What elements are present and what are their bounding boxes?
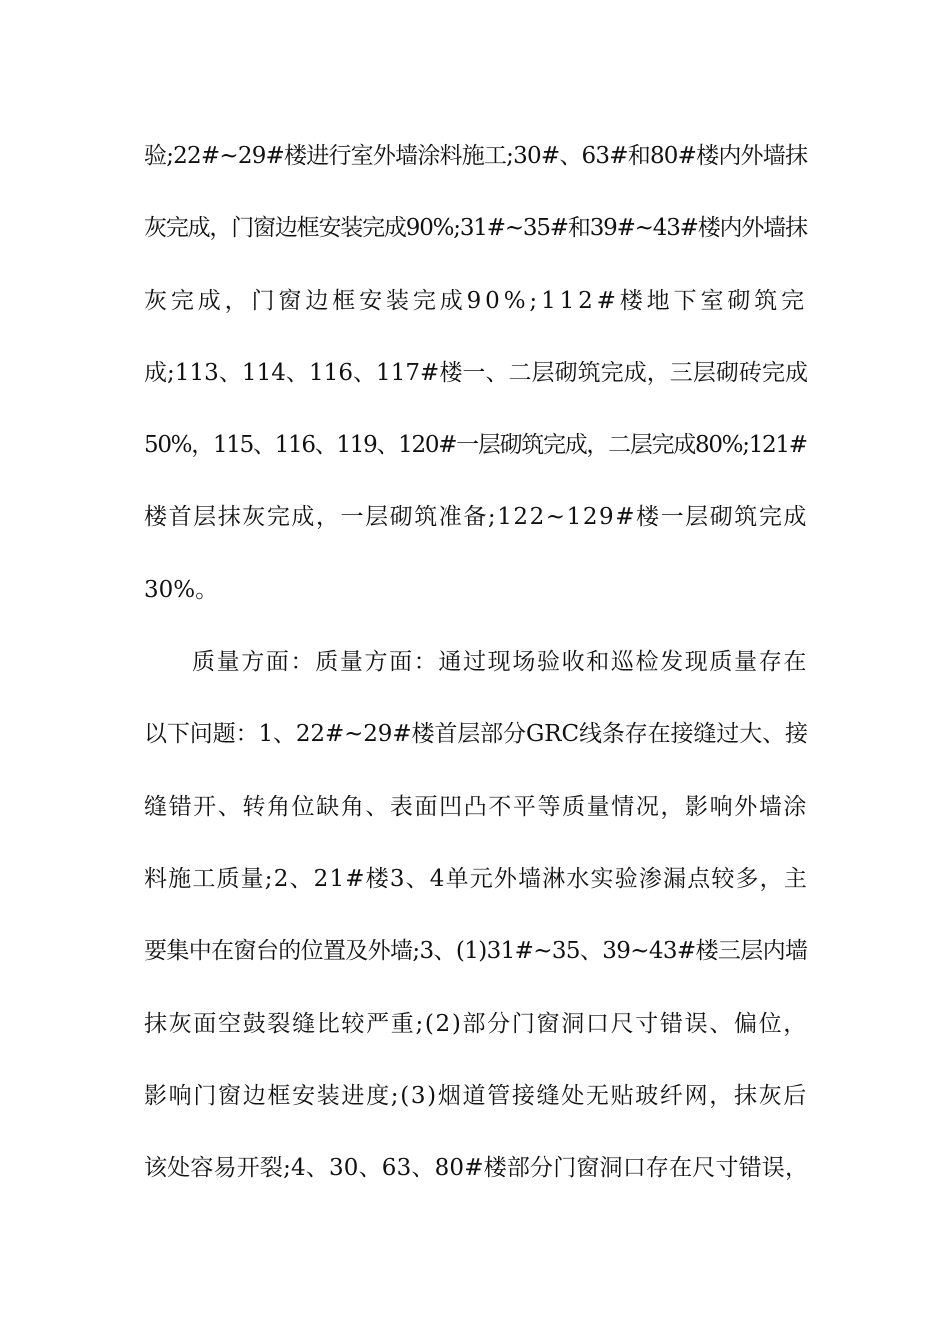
document-body <box>144 133 808 1217</box>
line-text: 30%。 <box>144 576 219 603</box>
text-line-2 <box>144 205 808 277</box>
line-text: 楼首层抹灰完成，一层砌筑准备;122~129#楼一层砌筑完成 <box>144 504 808 531</box>
line-text: 抹灰面空鼓裂缝比较严重;(2)部分门窗洞口尺寸错误、偏位， <box>144 1010 808 1037</box>
line-text: 灰完成，门窗边框安装完成90%;112#楼地下室砌筑完 <box>144 287 808 314</box>
line-text: 成;113、114、116、117#楼一、二层砌筑完成，三层砌砖完成 <box>144 359 809 386</box>
text-line-5 <box>144 422 808 494</box>
text-line-4 <box>144 350 808 422</box>
text-line-11 <box>144 856 808 928</box>
text-line-12 <box>144 928 808 1000</box>
text-line-14 <box>144 1073 808 1145</box>
line-text: 该处容易开裂;4、30、63、80#楼部分门窗洞口存在尺寸错误， <box>144 1155 809 1182</box>
text-line-3 <box>144 278 808 350</box>
text-line-7 <box>144 567 808 639</box>
line-text: 质量方面：质量方面：通过现场验收和巡检发现质量存在 <box>192 649 808 676</box>
line-text: 灰完成，门窗边框安装完成90%;31#~35#和39#~43#楼内外墙抹 <box>144 215 807 242</box>
line-text: 验;22#~29#楼进行室外墙涂料施工;30#、63#和80#楼内外墙抹 <box>144 143 808 169</box>
text-line-1 <box>144 133 808 205</box>
text-line-8 <box>144 639 808 711</box>
text-line-10 <box>144 784 808 856</box>
line-text: 以下问题：1、22#~29#楼首层部分GRC线条存在接缝过大、接 <box>144 721 808 748</box>
text-line-13 <box>144 1001 808 1073</box>
text-line-6 <box>144 494 808 566</box>
line-text: 50%，115、116、119、120#一层砌筑完成，二层完成80%;121# <box>144 432 807 459</box>
line-text: 缝错开、转角位缺角、表面凹凸不平等质量情况，影响外墙涂 <box>144 793 808 820</box>
text-line-15 <box>144 1145 808 1217</box>
line-text: 影响门窗边框安装进度;(3)烟道管接缝处无贴玻纤网，抹灰后 <box>144 1082 808 1109</box>
line-text: 料施工质量;2、21#楼3、4单元外墙淋水实验渗漏点较多，主 <box>144 865 808 892</box>
line-text: 要集中在窗台的位置及外墙;3、(1)31#~35、39~43#楼三层内墙 <box>144 938 808 965</box>
text-line-9 <box>144 711 808 783</box>
